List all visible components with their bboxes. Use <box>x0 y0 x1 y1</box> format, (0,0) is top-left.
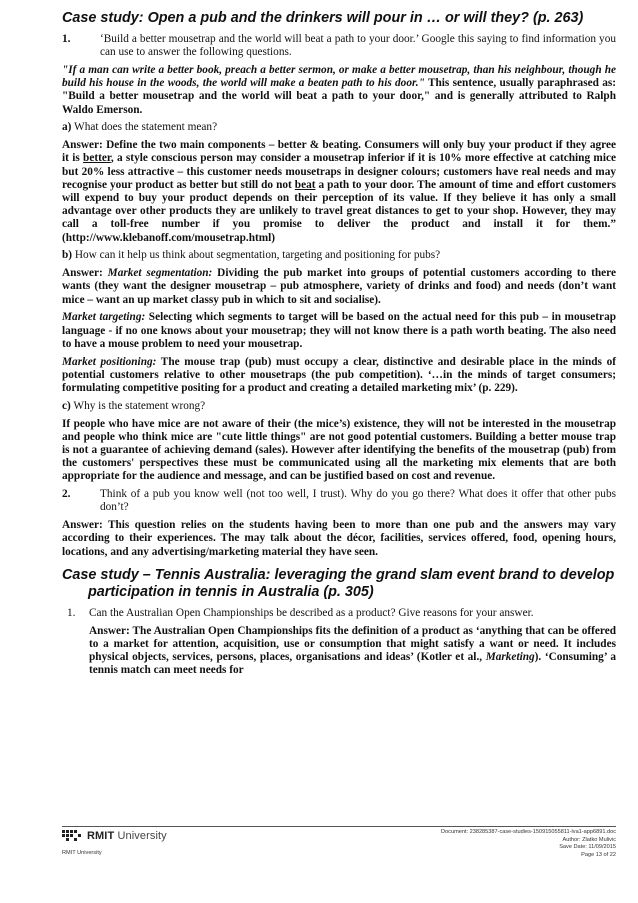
question-b-text: How can it help us think about segmentation, targeting and positioning for pubs? <box>72 249 441 262</box>
tennis-answer-text-2: ). ‘Consuming’ a tennis match can meet needs for <box>89 651 616 677</box>
tennis-answer-1 <box>89 625 616 678</box>
answer-b-targeting <box>62 311 616 351</box>
question-1 <box>62 33 616 59</box>
tennis-question-1-text: Can the Australian Open Championships be described as a product? Give reasons for your answer. <box>89 606 534 619</box>
answer-c <box>62 418 616 484</box>
answer-a-better: better <box>83 152 111 165</box>
answer-b-label: Answer: <box>62 267 103 280</box>
answer-a <box>62 139 616 245</box>
answer-a-text-3: a path to your door. The amount of time and effort customers will expend to buy your product depends on their perception of its value. If they believe it has only a small advantage over other products they are unlikely to travel great distances to get to your shop. However, they may call a toll-free number if you promise to deliver the product and install it for them.” (http://www.klebanoff.com/mousetrap.html) <box>62 178 616 244</box>
question-c-text: Why is the statement wrong? <box>70 399 206 412</box>
document-meta <box>441 829 616 859</box>
answer-2-text: This question relies on the students having been to more than one pub and the answers may vary according to their experiences. The may talk about the décor, facilities, services offered, food, opening hours, locations, and any advertising/marketing material they have seen. <box>62 519 616 558</box>
answer-b-positioning <box>62 356 616 396</box>
logo-brand: RMIT <box>87 830 115 842</box>
tennis-answer-text-1: The Australian Open Championships fits the definition of a product as ‘anything that can be offered to a market for attention, acquisition, use or consumption that might satisfy a want or need. It includes physical objects, services, persons, places, organisations and ideas’ (Kotler et al., <box>89 624 616 664</box>
tennis-answer-label: Answer: <box>89 624 130 637</box>
targeting-label: Market targeting: <box>62 311 146 324</box>
targeting-text: Selecting which segments to target will be based on the actual need for this pub – in mousetrap language - if no one knows about your mousetrap; they will not know there is a path worth beating. The also need to have a mouse problem to need your mousetrap. <box>62 311 616 350</box>
question-1-text: ‘Build a better mousetrap and the world will beat a path to your door.’ Google this saying to find information you can use to answer the following questions. <box>100 33 616 59</box>
question-a-text: What does the statement mean? <box>71 121 218 134</box>
answer-a-beat: beat <box>294 178 316 191</box>
question-a-letter: a) <box>62 121 72 134</box>
question-2-number: 2. <box>62 488 71 501</box>
answer-c-text: If people who have mice are not aware of their (the mice’s) existence, they will not be interested in the mousetrap and people who think mice are "cute little things" are not good potential customers. Building a better mouse trap is not a guarantee of achieving demand (sales). However after identifying the benefits of the mousetrap (pub) from the customers' perspectives these must be communicated using all the marketing mix elements that are both appropriate for the audience and message, and can be justified based on cost and revenue. <box>62 417 616 483</box>
rmit-logo-icon <box>62 830 84 842</box>
page-number: Page 13 of 22 <box>581 851 616 858</box>
case-study-2-title: Case study – Tennis Australia: leveraging the grand slam event brand to develop participation in tennis in Australia (p. 305) <box>62 566 615 600</box>
question-c-letter: c) <box>62 399 71 412</box>
question-1-number: 1. <box>62 33 71 45</box>
question-a <box>62 121 616 134</box>
answer-2 <box>62 519 616 559</box>
footer-institution: RMIT University <box>62 850 102 856</box>
tennis-question-1-number: 1. <box>67 606 76 619</box>
quote-attribution: This sentence, usually paraphrased as: "Build a better mousetrap and the world will beat a path to your door," and is generally attributed to Ralph Waldo Emerson. <box>62 77 617 116</box>
answer-a-text-2: , a style conscious person may consider a mousetrap inferior if it is 10% more effective at catching mice but 20% less attractive – this customer needs mousetraps in designer colours; customers have real needs and may recognise your product as better but still do not <box>62 152 616 191</box>
question-b <box>62 249 616 262</box>
segmentation-text: Dividing the pub market into groups of potential customers according to there wants (they want the designer mousetrap – pub atmosphere, variety of drinks and food) and needs (don’t want mice – want an up market classy pub in which to sit and socialise). <box>62 267 616 306</box>
quote-italic: "If a man can write a better book, preach a better sermon, or make a better mousetrap, than his neighbour, though he build his house in the woods, the world will make a beaten path to his door." <box>62 64 616 90</box>
answer-a-label: Answer: <box>62 139 103 152</box>
tennis-answer-book: Marketing <box>485 651 535 664</box>
document-author: Author: Zlatko Mulivic <box>562 836 616 843</box>
question-2-text: Think of a pub you know well (not too well, I trust). Why do you go there? What does it offer that other pubs don’t? <box>100 488 616 514</box>
rmit-logo <box>62 830 167 842</box>
question-c <box>62 400 616 413</box>
answer-a-text-1: Define the two main components – better & beating. Consumers will only buy your product if they agree it is <box>62 139 616 165</box>
page-footer <box>62 826 616 858</box>
logo-word: University <box>114 830 167 842</box>
positioning-label: Market positioning: <box>62 355 157 368</box>
document-name: Document: 238285387-case-studies-150915055811-lva1-app6891.doc <box>441 829 616 835</box>
case-study-1-title: Case study: Open a pub and the drinkers will pour in … or will they? (p. 263) <box>62 10 584 26</box>
answer-2-label: Answer: <box>62 519 103 532</box>
positioning-text: The mouse trap (pub) must occupy a clear, distinctive and desirable place in the minds of potential customers relative to other mousetraps (the pub competition). ‘…in the minds of target consumers; formulating competitive positing for a product and creating a detailed marketing mix’ (p. 229). <box>62 355 616 395</box>
question-b-letter: b) <box>62 249 73 262</box>
segmentation-label: Market segmentation: <box>107 267 213 280</box>
mousetrap-quote <box>62 64 616 117</box>
document-save-date: Save Date: 11/09/2015 <box>559 844 616 851</box>
question-2 <box>62 488 616 514</box>
tennis-question-1 <box>67 607 616 620</box>
answer-b-segmentation <box>62 267 616 307</box>
